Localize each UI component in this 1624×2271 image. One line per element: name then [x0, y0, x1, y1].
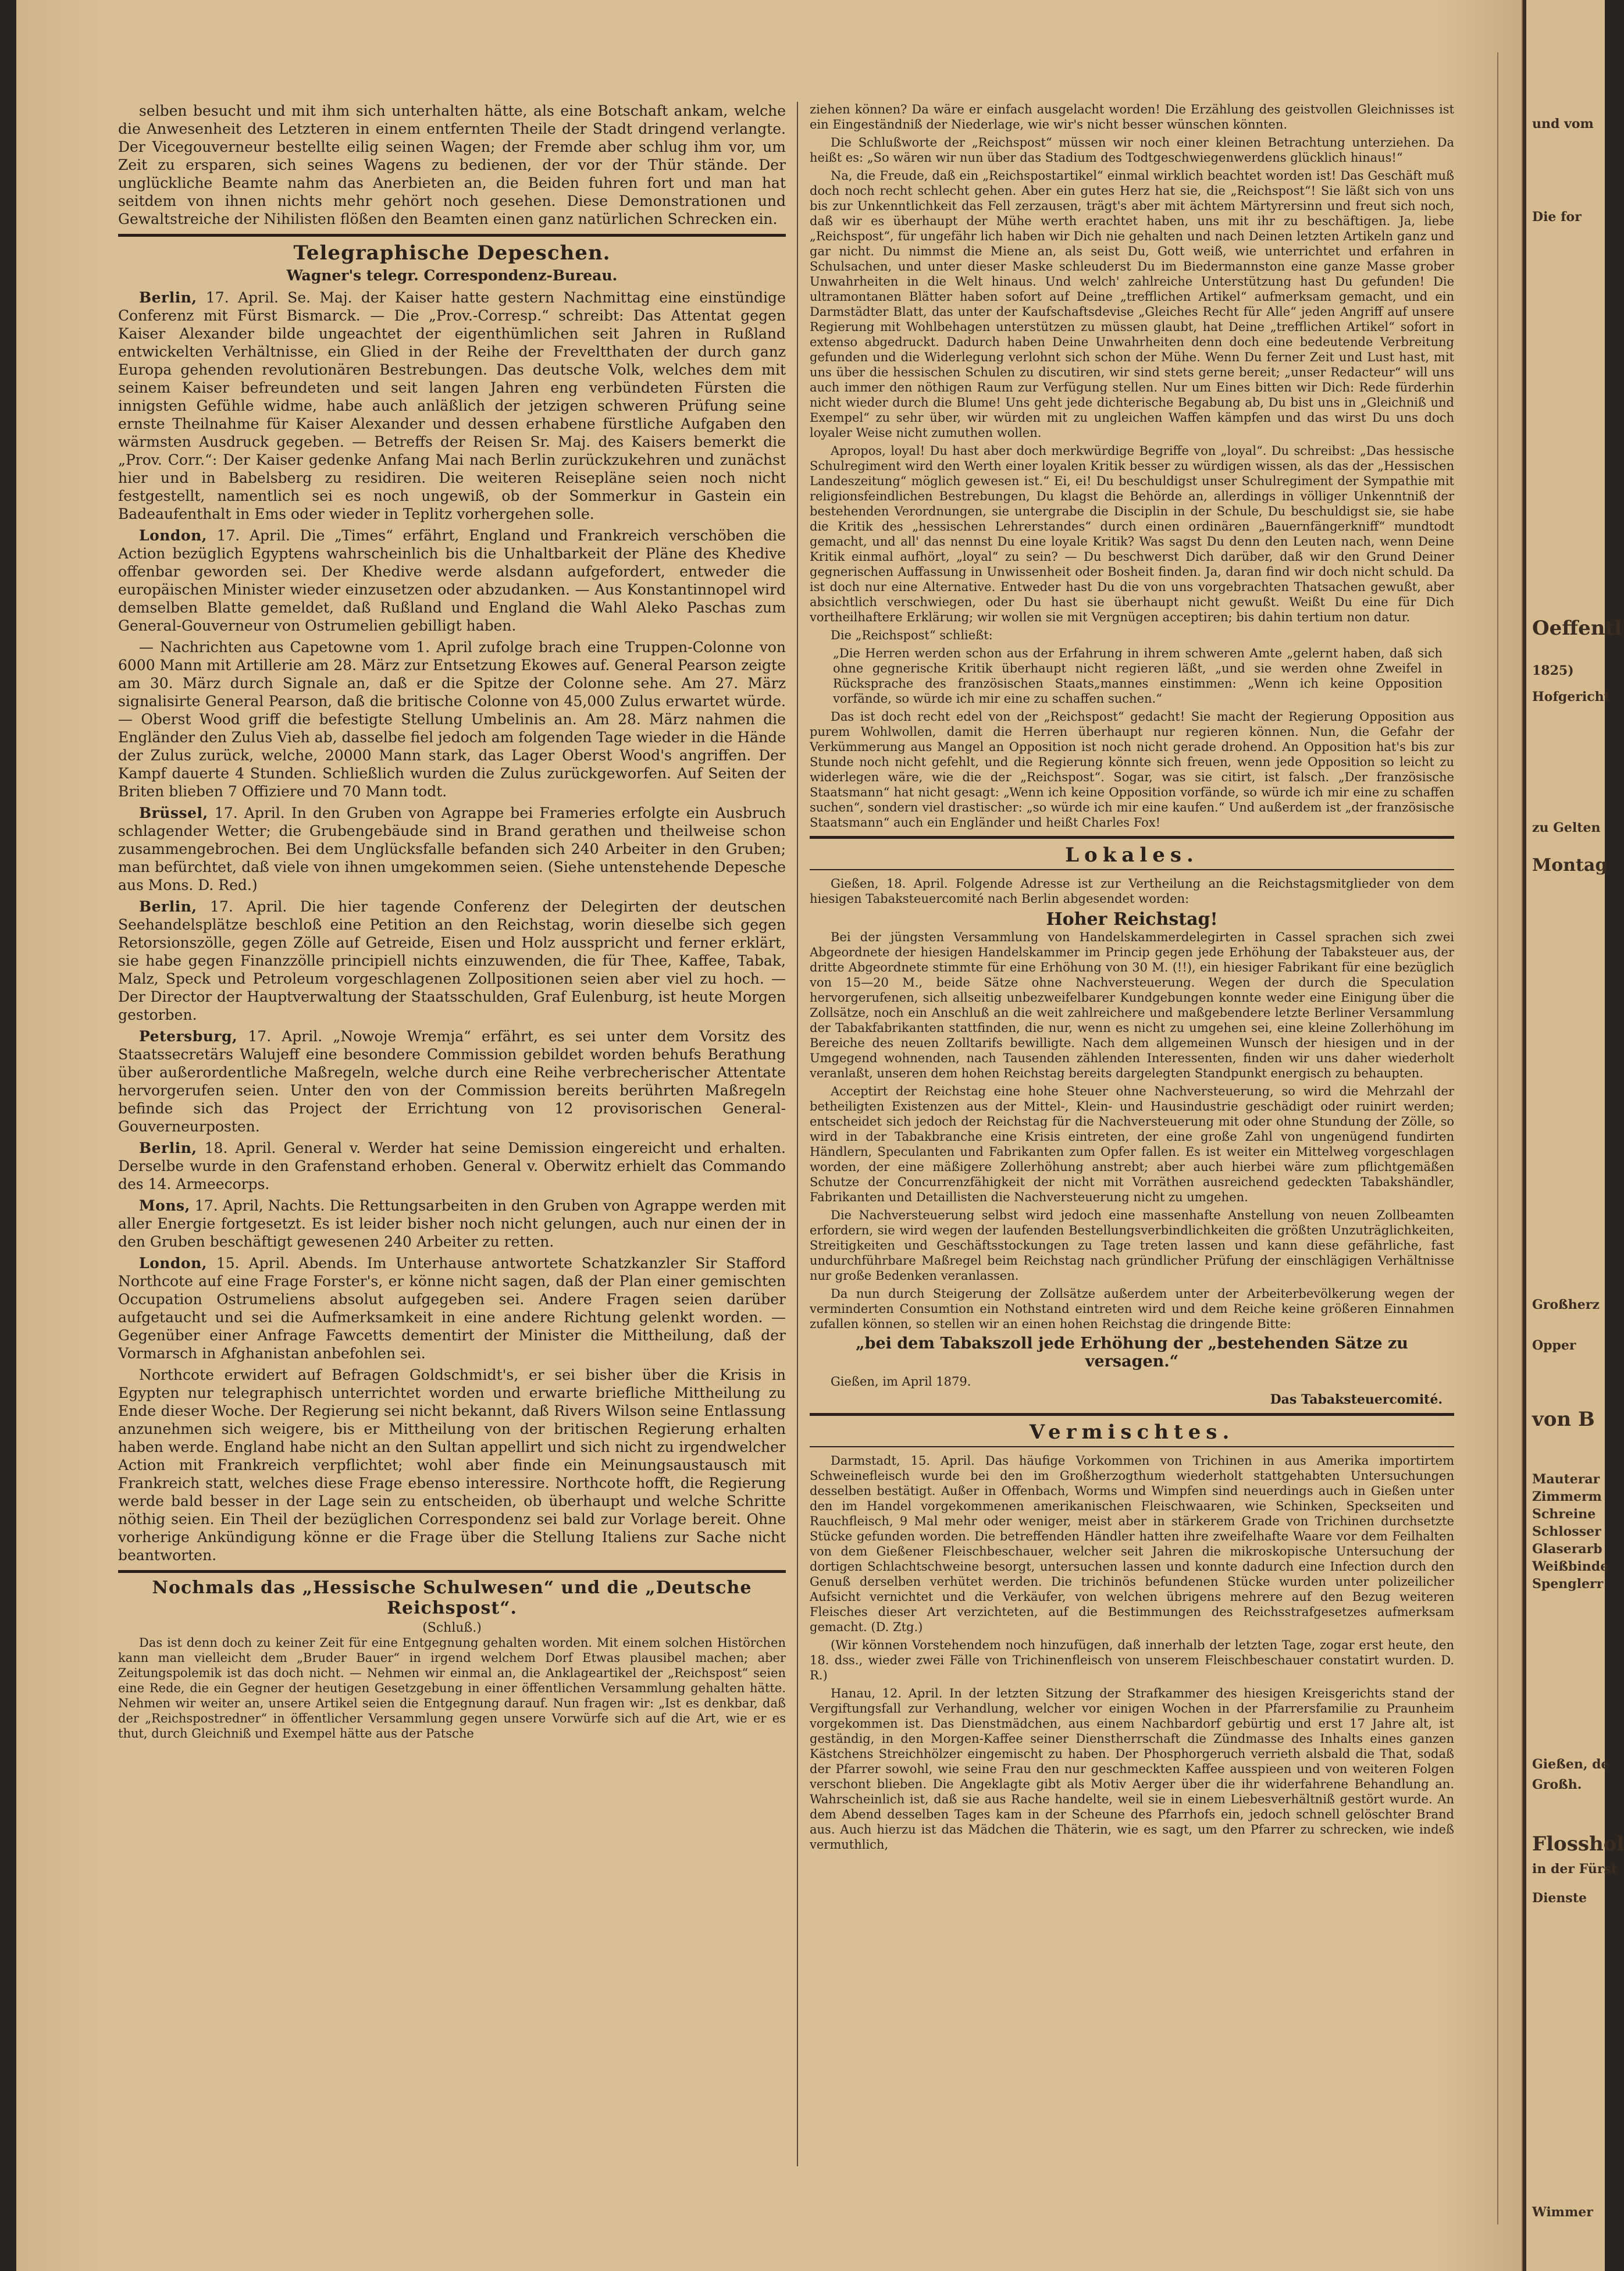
- adjacent-page-fragment: Die for: [1532, 209, 1582, 225]
- telegram-list: [118, 289, 786, 1564]
- telegrams-heading: Telegraphische Depeschen.: [293, 241, 611, 265]
- right-column: [810, 102, 1454, 2166]
- misc-paragraph: Hanau, 12. April. In der letzten Sitzung der Strafkammer des hiesigen Kreisgerichts stand der Vergiftungsfall zur Verhandlung, welcher vor einigen Wochen in der Pfarrersfamilie zu Praunheim vorgekommen ist. Das Dienstmädchen, aus einem Nachbardorf gebürtig und erst 17 Jahre alt, ist geständig, in den Morgen-Kaffee seiner Dienstherrschaft die Zündmasse des Inhalts eines ganzen Kästchens Streichhölzer eingemischt zu haben. Der Phosphorgeruch verrieth alsbald die That, sodaß der Pfarrer sowohl, wie seine Frau den nur geschmeckten Kaffee ausspieen und von weiteren Folgen verschont blieben. Die Angeklagte gibt als Motiv Aerger über die ihr widerfahrene Behandlung an. Wahrscheinlich ist, daß sie aus Rache handelte, weil sie in einem Liebesverhältniß gestört wurde. An dem Abend desselben Tages kam in der Scheune des Pfarrhofs ein, jedoch schnell gelöschter Brand aus. Auch hierzu ist das Mädchen die Thäterin, wie es sagt, um den Pfarrer zu schrecken, wie indeß vermuthlich,: [810, 1686, 1454, 1852]
- telegram-place: Berlin,: [139, 289, 197, 306]
- adjacent-page-fragment: Schlosser: [1532, 1524, 1601, 1539]
- telegram-item: [118, 804, 786, 894]
- adjacent-page-fragment: Großh.: [1532, 1777, 1582, 1792]
- local-intro: Gießen, 18. April. Folgende Adresse ist zur Vertheilung an die Reichstagsmitglieder von dem hiesigen Tabaksteuercomité nach Berlin abgesendet worden:: [810, 877, 1454, 906]
- school-article-text: Das ist denn doch zu keiner Zeit für eine Entgegnung gehalten worden. Mit einem solchen Histörchen kann man vielleicht dem „Bruder Bauer“ in irgend welchem Dorf Etwas plausibel machen; aber Zeitungspolemik ist das doch nicht. — Nehmen wir einmal an, die Anklageartikel der „Reichspost“ seien eine Rede, die ein Gegner der heutigen Gesetzgebung in einer öffentlichen Versammlung gehalten hätte. Nehmen wir weiter an, unsere Artikel seien die Entgegnung darauf. Nun fragen wir: „Ist es denkbar, daß der „Reichspostredner“ in öffentlicher Versammlung gegen unsere Vorwürfe sich auf die Art, wie er es thut, durch Gleichniß und Exempel hätte aus der Patsche: [118, 1636, 786, 1740]
- telegram-place: Berlin,: [139, 898, 197, 915]
- telegram-place: Mons,: [139, 1197, 190, 1214]
- adjacent-page-fragment: in der Fürst: [1532, 1861, 1618, 1877]
- adjacent-page-fragment: Oeffentl: [1532, 617, 1622, 640]
- misc-heading: Vermischtes.: [1029, 1421, 1235, 1444]
- page-edge-rule: [1497, 52, 1498, 2224]
- telegram-item: [118, 1366, 786, 1564]
- article-closing: Das ist doch recht edel von der „Reichspost“ gedacht! Sie macht der Regierung Opposition aus purem Wohlwollen, damit die Herren überhaupt nur regieren können. Nun, die Gefahr der Verkümmerung aus Mangel an Opposition ist noch nicht gerade drohend. An Opposition hat's bis zur Stunde noch nicht gefehlt, und die Regierung könnte sich freuen, wenn jede Opposition so leicht zu widerlegen wäre, wie die der „Reichspost“. Sogar, was sie citirt, ist falsch. „Der französische Staatsmann“ hat nicht gesagt: „Wenn ich keine Opposition vorfände, so würde ich mir eine zu schaffen suchen“, sondern viel drastischer: „so würde ich mir eine kaufen.“ Und außerdem ist „der französische Staatsmann“ auch ein Engländer und heißt Charles Fox!: [810, 710, 1454, 830]
- section-rule: [810, 1413, 1454, 1416]
- article-paragraph: Die Schlußworte der „Reichspost“ müssen wir noch einer kleinen Betrachtung unterziehen. Da heißt es: „So wären wir nun über das Stadium des Todtgeschwiegenwerdens glücklich hinaus!“: [810, 136, 1454, 165]
- article-paragraph: Apropos, loyal! Du hast aber doch merkwürdige Begriffe von „loyal“. Du schreibst: „Das hessische Schulregiment wird den Werth einer loyalen Kritik besser zu würdigen wissen, als das der „Hessischen Landeszeitung“ möglich gewesen ist.“ Ei, ei! Du beschuldigst unser Schulregiment der Sympathie mit religionsfeindlichen Bestrebungen, Du klagst die Behörde an, allerdings in völliger Unkenntniß der bestehenden Verordnungen, sie untergrabe die Disciplin in der Schule, Du beschuldigst sie, sie habe die Kritik des „hessischen Lehrerstandes“ durch einen ordinären „Bauernfängerkniff“ mundtodt gemacht, und all' das nennst Du eine loyale Kritik? Was sagst Du denn den Leuten nach, wenn Deine Kritik einmal aufhört, „loyal“ zu sein? — Du beschwerst Dich darüber, daß wir den Grund Deiner gegnerischen Auffassung in Unwissenheit oder Bosheit finden. Ja, daran find wir doch nicht schuld. Da ist doch nur eine Alternative. Entweder hast Du die von uns vorgebrachten Thatsachen gewußt, aber absichtlich verschwiegen, oder Du hast sie überhaupt nicht gewußt. Weißt Du eine für Dich vortheilhaftere Erklärung; wir wollen sie mit Vergnügen acceptiren; bis dahin tertium non datur.: [810, 444, 1454, 624]
- telegram-place: London,: [139, 1255, 207, 1272]
- section-rule: [118, 1570, 786, 1573]
- adjacent-page-fragment: Gießen, de: [1532, 1757, 1609, 1772]
- telegram-text: 17. April. Se. Maj. der Kaiser hatte gestern Nachmittag eine einstündige Conferenz mit Fürst Bismarck. — Die „Prov.-Corresp.“ schreibt: Das Attentat gegen Kaiser Alexander bilde ungeachtet der eigenthümlichen seit Jahren in Rußland entwickelten Verhältnisse, ein Glied in der Reihe der Freveltthaten der durch ganz Europa gehenden revolutionären Bestrebungen. Das deutsche Volk, welches dem mit seinem Kaiser befreundeten und seit langen Jahren eng verbündeten Fürsten die innigsten Gefühle widme, habe auch anläßlich der jetzigen schweren Prüfung seine ernste Theilnahme für Kaiser Alexander und dessen erhabene fürstliche Aufgaben den wärmsten Ausdruck gegeben. — Betreffs der Reisen Sr. Maj. des Kaisers bemerkt die „Prov. Corr.“: Der Kaiser gedenke Anfang Mai nach Berlin zurückzukehren und zunächst hier und in Babelsberg zu residiren. Die weiteren Reisepläne seien noch nicht festgestellt, namentlich sei es noch ungewiß, ob der Sommerkur in Gastein ein Badeaufenthalt in Ems oder wieder in Teplitz vorhergehen solle.: [118, 289, 786, 522]
- telegram-text: 17. April. Die „Times“ erfährt, England und Frankreich verschöben die Action bezüglich Egyptens wahrscheinlich bis die Unhaltbarkeit der Pläne des Khedive offenbar geworden sei. Der Khedive werde alsdann aufgefordert, entweder die europäischen Minister wieder einzusetzen oder abzudanken. — Aus Konstantinnopel wird demselben Blatte gemeldet, daß Rußland und England die Wahl Aleko Paschas zum General-Gouverneur von Ostrumelien gebilligt haben.: [118, 527, 786, 634]
- telegram-place: London,: [139, 527, 207, 544]
- adjacent-page-fragment: Glaserarb: [1532, 1542, 1602, 1557]
- address-paragraph: Acceptirt der Reichstag eine hohe Steuer ohne Nachversteuerung, so wird die Mehrzahl der betheiligten Existenzen aus der Mittel-, Klein- und Hausindustrie geschädigt oder ruinirt werden; entscheidet sich jedoch der Reichstag für die Nachversteuerung mit oder ohne Stundung der Zölle, so wird in der Tabakbranche eine Krisis eintreten, der eine große Zahl von ungenügend fundirten Händlern, Speculanten und Fabrikanten zum Opfer fallen. Es ist weiter ein Mittelweg vorgeschlagen worden, der eine mäßigere Zollerhöhung anstrebt; aber auch hierbei wäre zum pflichtgemäßen Schutze der Concurrenzfähigkeit der nicht mit Vorräthen ausreichend gedeckten Tabakshändler, Fabrikanten und Detaillisten die Nachversteuerung nicht zu umgehen.: [810, 1084, 1454, 1204]
- column-divider: [797, 102, 798, 2166]
- adjacent-page-fragment: zu Gelten: [1532, 820, 1601, 835]
- telegram-text: Northcote erwidert auf Befragen Goldschmidt's, er sei bisher über die Krisis in Egypten nur telegraphisch unterrichtet worden und erwarte briefliche Mittheilung zu Ende dieser Woche. Der Regierung sei nicht bekannt, daß Rivers Wilson seine Entlassung anzunehmen sich weigere, bis er Mittheilung von der britischen Regierung erhalten haben werde. England habe nicht an den Sultan appellirt und sich nicht zu irgendwelcher Action mit Frankreich verpflichtet; wohl aber finde ein Meinungsaustausch mit Frankreich statt, welches diese Frage ebenso interessire. Northcote hofft, die Regierung werde bald besser in der Lage sein zu entscheiden, ob überhaupt und welche Schritte nöthig seien. Ein Theil der bezüglichen Correspondenz sei bald zur Vorlage bereit. Ohne vorherige Ankündigung könne er die Frage über die Stellung Italiens zur Sache nicht beantworten.: [118, 1366, 786, 1564]
- telegram-place: Petersburg,: [139, 1028, 238, 1045]
- adjacent-page-fragment: Mauterar: [1532, 1472, 1600, 1487]
- adjacent-page-fragment: Großherz: [1532, 1297, 1600, 1312]
- adjacent-page-fragment: und vom: [1532, 116, 1594, 131]
- adjacent-page-edge: [1523, 0, 1624, 2271]
- newspaper-page: [16, 0, 1523, 2271]
- adjacent-page-fragment: Weißbinde: [1532, 1559, 1609, 1574]
- telegram-item: [118, 638, 786, 800]
- address-paragraph: Da nun durch Steigerung der Zollsätze außerdem unter der Arbeiterbevölkerung wegen der verminderten Consumtion ein Nothstand eintreten wird und dem Reiche keine größeren Einnahmen zufallen können, so stellen wir an einen hohen Reichstag die dringende Bitte:: [810, 1287, 1454, 1331]
- article-paragraph: Na, die Freude, daß ein „Reichspostartikel“ einmal wirklich beachtet worden ist! Das Geschäft muß doch noch recht schlecht gehen. Aber ein gutes Herz hat sie, die „Reichspost“! Sie läßt sich von uns bis zur Unkenntlichkeit das Fell zerzausen, trägt's aber mit ächtem Märtyrersinn und freut sich noch, daß wir es überhaupt der Mühe werth erachtet haben, uns mit ihr zu beschäftigen. Ja, liebe „Reichspost“, für ungefähr lich haben wir Dich nie gehalten und nach Deinen letzten Artikeln ganz und gar nicht. Du nimmst die Miene an, als seist Du, Gott weiß, wie unterrichtet und erfahren in Schulsachen, und unter dieser Maske schleuderst Du im Biedermannston eine ganze Masse grober Unwahrheiten in die Welt hinaus. Und welch' zahlreiche Unterstützung hast Du gefunden! Die ultramontanen Blätter haben sofort auf Deine „trefflichen Artikel“ aufmerksam gemacht, und ein Darmstädter Blatt, das unter der Kaufschaftsdevise „Gleiches Recht für Alle“ jeden Angriff auf unsere Regierung mit Wohlbehagen unterstützen zu müssen glaubt, hat Deine „trefflichen Artikel“ sofort in extenso abgedruckt. Dadurch haben Deine Unwahrheiten denn doch eine bedeutende Verbreitung gefunden und die Widerlegung verlohnt sich schon der Mühe. Wenn Du ferner Zeit und Lust hast, mit uns über die hessischen Schulen zu discutiren, wir sind stets gerne bereit; „unser Redacteur“ will uns auch immer den nöthigen Raum zur Verfügung stellen. Nur um Eines bitten wir Dich: Rede fürderhin nicht wieder durch die Blume! Uns geht jede dichterische Begabung ab, Du bist uns in „Gleichniß und Exempel“ zu sehr über, wir würden mit zu ungleichen Waffen kämpfen und das wirst Du uns doch loyaler Weise nicht zumuthen wollen.: [810, 169, 1454, 440]
- adjacent-page-fragment: Wimmer: [1532, 2205, 1593, 2220]
- school-article-heading: Nochmals das „Hessische Schulwesen“ und die „Deutsche Reichspost“.: [152, 1578, 752, 1618]
- adjacent-page-fragment: Schreine: [1532, 1507, 1596, 1522]
- telegram-text: 17. April, Nachts. Die Rettungsarbeiten in den Gruben von Agrappe werden mit aller Energie fortgesetzt. Es ist leider bisher noch nicht gelungen, auch nur einen der in den Gruben beschäftigt gewesenen 240 Arbeiter zu retten.: [118, 1197, 786, 1250]
- adjacent-page-fragment: Hofgericht: [1532, 689, 1610, 704]
- left-column: [118, 102, 786, 2166]
- school-article-sub: (Schluß.): [422, 1621, 482, 1635]
- telegram-item: [118, 289, 786, 523]
- telegram-text: 18. April. General v. Werder hat seine Demission eingereicht und erhalten. Derselbe wurde in den Grafenstand erhoben. General v. Oberwitz erhielt das Commando des 14. Armeecorps.: [118, 1140, 786, 1193]
- telegram-place: Brüssel,: [139, 805, 208, 821]
- adjacent-page-fragment: 1825): [1532, 663, 1574, 678]
- address-paragraph: Die Nachversteuerung selbst wird jedoch eine massenhafte Anstellung von neuen Zollbeamten erfordern, sie wird wegen der laufenden Bestellungsverbindlichkeiten die größten Unzuträglichkeiten, Streitigkeiten und Geschäftsstockungen zu Tage treten lassen und kann diese gefährliche, fast undurchführbare Maßregel beim Reichstag nach gründlicher Prüfung der einschlägigen Verhältnisse nur große Bedenken veranlassen.: [810, 1208, 1454, 1283]
- local-news-heading: Lokales.: [1065, 843, 1199, 867]
- telegram-item: [118, 1197, 786, 1251]
- adjacent-page-fragment: Dienste: [1532, 1891, 1587, 1906]
- address-title: Hoher Reichstag!: [1046, 909, 1218, 930]
- misc-paragraph: (Wir können Vorstehendem noch hinzufügen, daß innerhalb der letzten Tage, zogar erst heute, den 18. dss., wieder zwei Fälle von Trichinenfleisch von unserem Fleischbeschauer constatirt wurden. D. R.): [810, 1638, 1454, 1682]
- section-rule: [810, 869, 1454, 870]
- telegram-item: [118, 1139, 786, 1193]
- adjacent-page-fragment: Montag: [1532, 855, 1608, 875]
- address-demand: „bei dem Tabakszoll jede Erhöhung der „bestehenden Sätze zu versagen.“: [856, 1334, 1408, 1371]
- telegram-place: Berlin,: [139, 1140, 197, 1156]
- section-rule: [810, 1446, 1454, 1447]
- telegrams-subheading: Wagner's telegr. Correspondenz-Bureau.: [286, 267, 618, 284]
- address-signature: Das Tabaksteuercomité.: [1270, 1392, 1443, 1407]
- telegram-text: 17. April. In den Gruben von Agrappe bei Frameries erfolgte ein Ausbruch schlagender Wetter; die Grubengebäude sind in Brand gerathen und theilweise schon zusammengebrochen. Bei dem Unglücksfalle befanden sich 240 Arbeiter in den Gruben; man befürchtet, daß viele von ihnen umgekommen seien. (Siehe untenstehende Depesche aus Mons. D. Red.): [118, 805, 786, 894]
- adjacent-page-fragment: Flosshol: [1532, 1832, 1624, 1856]
- telegram-item: [118, 898, 786, 1024]
- section-rule: [118, 234, 786, 237]
- intro-paragraph: selben besucht und mit ihm sich unterhalten hätte, als eine Botschaft ankam, welche die Anwesenheit des Letzteren in einem entfernten Theile der Stadt dringend verlangte. Der Vicegouverneur bestellte eilig seinen Wagen; der Fremde aber schlug ihm vor, um Zeit zu ersparen, sich seines Wagens zu bedienen, der vor der Thür stände. Der unglückliche Beamte nahm das Anerbieten an, die Beiden fuhren fort und man hat seitdem von ihnen nichts mehr gehört noch gesehen. Diese Demonstrationen und Gewaltstreiche der Nihilisten flößen den Beamten einen ganz natürlichen Schrecken ein.: [118, 102, 786, 227]
- adjacent-page-fragment: Opper: [1532, 1338, 1576, 1353]
- misc-paragraph: Darmstadt, 15. April. Das häufige Vorkommen von Trichinen in aus Amerika importirtem Schweinefleisch wurde bei den im Großherzogthum wiederholt stattgehabten Untersuchungen desselben bestätigt. Außer in Offenbach, Worms und Wimpfen sind neuerdings auch in Gießen unter den im Handel vorgekommenen amerikanischen Fleischwaaren, wie Schinken, Speckseiten und Rauchfleisch, 9 Mal mehr oder weniger, meist aber in stärkerem Grade von Trichinen durchsetzte Stücke gefunden worden. Die betreffenden Händler hatten ihre zweifelhafte Waare vor dem Feilhalten von dem Gießener Fleischbeschauer, welcher seit Jahren die mikroskopische Untersuchung der dortigen Schlachtschweine besorgt, untersuchen lassen und konnte dadurch eine Infection durch den Genuß derselben verhütet werden. Die trichinös befundenen Stücke wurden unter polizeilicher Aufsicht vernichtet und die Verkäufer, von welchen übrigens mehrere auf den Bezug weiteren Fleisches dieser Art verzichteten, auf die Bestimmungen des Reichsstrafgesetzes aufmerksam gemacht. (D. Ztg.): [810, 1454, 1454, 1634]
- telegram-item: [118, 526, 786, 635]
- address-paragraph: Bei der jüngsten Versammlung von Handelskammerdelegirten in Cassel sprachen sich zwei Abgeordnete der hiesigen Handelskammer im Princip gegen jede Erhöhung der Tabaksteuer aus, der dritte Abgeordnete stimmte für eine Erhöhung von 30 M. (!!), ein hiesiger Fabrikant für eine bezüglich von 15—20 M., beide Sätze ohne Nachversteuerung. Wegen der durch die Speculation hervorgerufenen, sich allseitig unbezweifelbarer Kundgebungen konnte weder eine Einigung über die Zollsätze, noch ein Anschluß an die weit zahlreichere und maßgebendere letzte Berliner Versammlung der Tabakfabrikanten stattfinden, die nur, wenn es nicht zu umgehen sei, eine kleine Zollerhöhung im Bereiche des neuen Zolltarifs bewilligte. Nach dem allgemeinen Wunsch der hiesigen und in der Umgegend wohnenden, nach Tausenden zählenden Interessenten, finden wir uns daher wiederholt veranlaßt, unseren dem hohen Reichstag bereits dargelegten Standpunkt energisch zu behaupten.: [810, 930, 1454, 1080]
- telegram-text: — Nachrichten aus Capetowne vom 1. April zufolge brach eine Truppen-Colonne von 6000 Mann mit Artillerie am 28. März zur Entsetzung Ekowes auf. General Pearson zeigte am 30. März durch Signale an, daß er die Spitze der Colonne sehe. Am 27. März signalisirte General Pearson, daß die britische Colonne von 45,000 Zulus erwartet würde. — Oberst Wood griff die befestigte Stellung Umbelinis an. Am 28. März nahmen die Engländer den Zulus Vieh ab, dasselbe fiel jedoch am folgenden Tage wieder in die Hände der Zulus zurück, welche, 20000 Mann stark, das Lager Oberst Wood's angriffen. Der Kampf dauerte 4 Stunden. Schließlich wurden die Zulus zurückgeworfen. Auf Seiten der Briten blieben 7 Offiziere und 70 Mann todt.: [118, 639, 786, 800]
- telegram-item: [118, 1027, 786, 1136]
- quoted-passage: „Die Herren werden schon aus der Erfahrung in ihrem schweren Amte „gelernt haben, daß sich ohne gegnerische Kritik überhaupt nicht regieren läßt, „und sie werden ohne Zweifel in Rücksprache des französischen Staats„mannes einstimmen: „Wenn ich keine Opposition vorfände, so würde ich mir eine zu schaffen suchen.“: [833, 646, 1443, 706]
- adjacent-page-fragment: von B: [1532, 1408, 1595, 1431]
- adjacent-page-fragment: Zimmerm: [1532, 1489, 1602, 1504]
- telegram-text: 15. April. Abends. Im Unterhause antwortete Schatzkanzler Sir Stafford Northcote auf eine Frage Forster's, er könne nicht sagen, daß der Plan einer gemischten Occupation Ostrumeliens absolut aufgegeben sei. Andere Fragen seien darüber aufgetaucht und sei die Aufmerksamkeit in eine andere Richtung gelenkt worden. — Gegenüber einer Anfrage Fawcetts dementirt der Minister die Mittheilung, daß der Vormarsch in Afghanistan anbefohlen sei.: [118, 1255, 786, 1362]
- telegram-text: 17. April. „Nowoje Wremja“ erfährt, es sei unter dem Vorsitz des Staatssecretärs Walujeff eine besondere Commission gebildet worden behufs Berathung über außerordentliche Maßregeln, welche durch eine Reihe verbrecherischer Attentate hervorgerufen seien. Unter den von der Commission bereits berührten Maßregeln befinde sich das Project der Errichtung von 12 provisorischen General-Gouverneurposten.: [118, 1028, 786, 1135]
- telegram-item: [118, 1254, 786, 1362]
- continued-text: ziehen können? Da wäre er einfach ausgelacht worden! Die Erzählung des geistvollen Gleichnisses ist ein Eingeständniß der Niederlage, wie wir's nicht besser wünschen könnten.: [810, 102, 1454, 131]
- adjacent-page-fragment: Spenglerr: [1532, 1576, 1604, 1592]
- address-place-date: Gießen, im April 1879.: [831, 1375, 971, 1389]
- section-rule: [810, 836, 1454, 839]
- telegram-text: 17. April. Die hier tagende Conferenz der Delegirten der deutschen Seehandelsplätze beschloß eine Petition an den Reichstag, worin dieselbe sich gegen Retorsionszölle, gegen Zölle auf Getreide, Eisen und Holz ausspricht und ferner erklärt, sie habe gegen Finanzzölle principiell nichts einzuwenden, die für Thee, Kaffee, Tabak, Malz, Speck und Petroleum vorgeschlagenen Zollpositionen seien aber viel zu hoch. — Der Director der Hauptverwaltung der Staatsschulden, Graf Eulenburg, ist heute Morgen gestorben.: [118, 898, 786, 1023]
- article-paragraph: Die „Reichspost“ schließt:: [831, 628, 993, 642]
